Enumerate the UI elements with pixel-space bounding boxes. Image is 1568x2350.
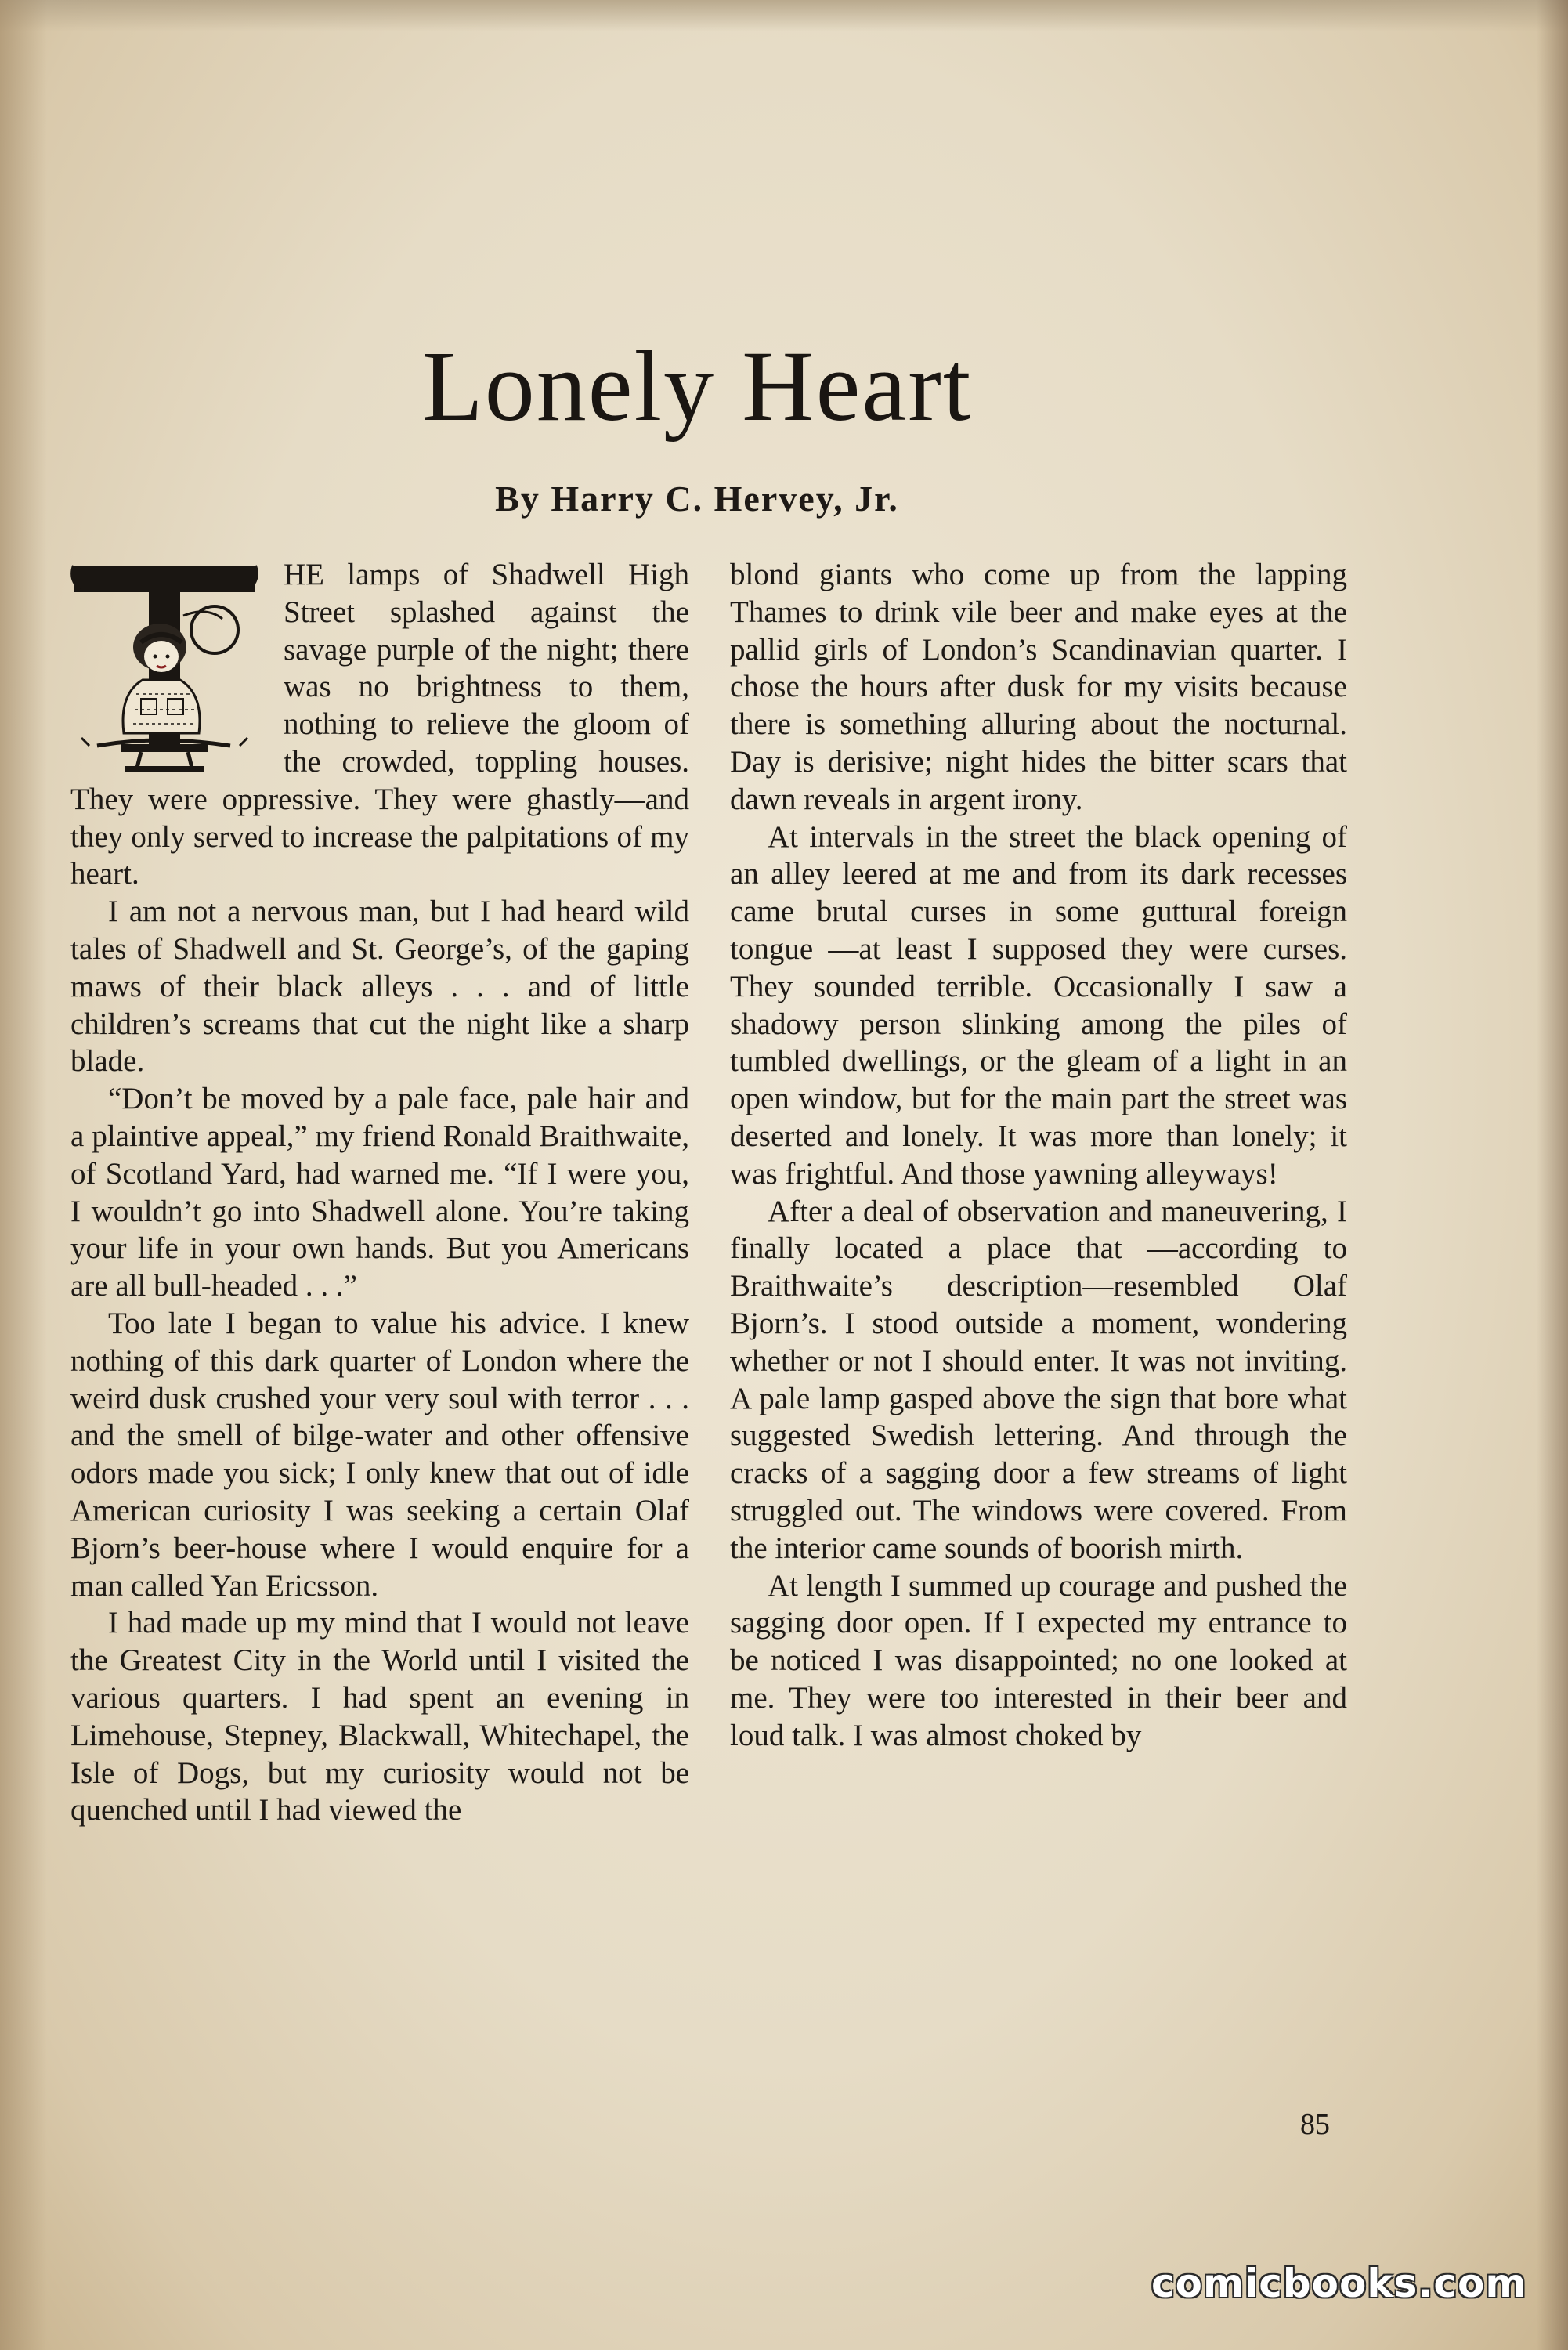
paragraph: At length I summed up courage and pushed the sagging door open. If I expected my entrance to be noticed I was disappointed; no one looked at me. They were too interested in their beer and loud talk. I was almost choked by xyxy=(730,1568,1347,1752)
page-edge-shadow xyxy=(0,0,1568,31)
page-edge-shadow xyxy=(1537,0,1568,2350)
right-column xyxy=(730,556,1347,2107)
page-number: 85 xyxy=(1300,2108,1330,2141)
paragraph: HE lamps of Shadwell High Street splashed against the savage purple of the night; there was no brightness to them, nothing to relieve the gloom of the crowded, toppling houses. They were oppressive. They were ghastly—and they only served to increase the palpitations of my heart. xyxy=(70,558,689,891)
paragraph: I had made up my mind that I would not leave the Greatest City in the World until I visited the various quarters. I had spent an evening in Limehouse, Stepney, Blackwall, Whitechapel, the Isle of Dogs, but my curiosity would not be quenched until I had viewed the xyxy=(70,1606,689,1828)
paragraph: At intervals in the street the black opening of an alley leered at me and from its dark recesses came brutal curses in some guttural foreign tongue —at least I supposed they were curses. They sounded terrible. Occasionally I saw a shadowy person slinking among the piles of tumbled dwellings, or the gleam of a light in an open window, but for the main part the street was deserted and lonely. It was more than lonely; it was frightful. And those yawning alleyways! xyxy=(730,819,1347,1191)
paragraph: Too late I began to value his advice. I knew nothing of this dark quarter of London where the weird dusk crushed your very soul with terror . . . and the smell of bilge-water and other offensive odors made you sick; I only knew that out of idle American curiosity I was seeking a certain Olaf Bjorn’s beer-house where I would enquire for a man called Yan Ericsson. xyxy=(70,1306,689,1603)
article-title: Lonely Heart xyxy=(421,331,973,442)
paragraph: I am not a nervous man, but I had heard wild tales of Shadwell and St. George’s, of the gaping maws of their black alleys . . . and of little children’s screams that cut the night like a sharp blade. xyxy=(70,895,689,1079)
paragraph: blond giants who come up from the lapping Thames to drink vile beer and make eyes at the pallid girls of London’s Scandinavian quarter. I chose the hours after dusk for my visits because there is something alluring about the nocturnal. Day is derisive; night hides the bitter scars that dawn reveals in argent irony. xyxy=(730,558,1347,816)
left-column xyxy=(70,556,689,2107)
site-watermark: comicbooks.com xyxy=(1151,2261,1527,2306)
paragraph: “Don’t be moved by a pale face, pale hair and a plaintive appeal,” my friend Ronald Braithwaite, of Scotland Yard, had warned me. “If I were you, I wouldn’t go into Shadwell alone. You’re taking your life in your own hands. But you Americans are all bull-headed . . .” xyxy=(70,1082,689,1303)
article-byline: By Harry C. Hervey, Jr. xyxy=(495,479,899,519)
paragraph: After a deal of observation and maneuvering, I finally located a place that —according to Braithwaite’s description—resembled Olaf Bjorn’s. I stood outside a moment, wondering whether or not I should enter. It was not inviting. A pale lamp gasped above the sign that bore what suggested Swedish lettering. And through the cracks of a sagging door a few streams of light struggled out. The windows were covered. From the interior came sounds of boorish mirth. xyxy=(730,1194,1347,1565)
dropcap-illustration xyxy=(70,561,271,774)
